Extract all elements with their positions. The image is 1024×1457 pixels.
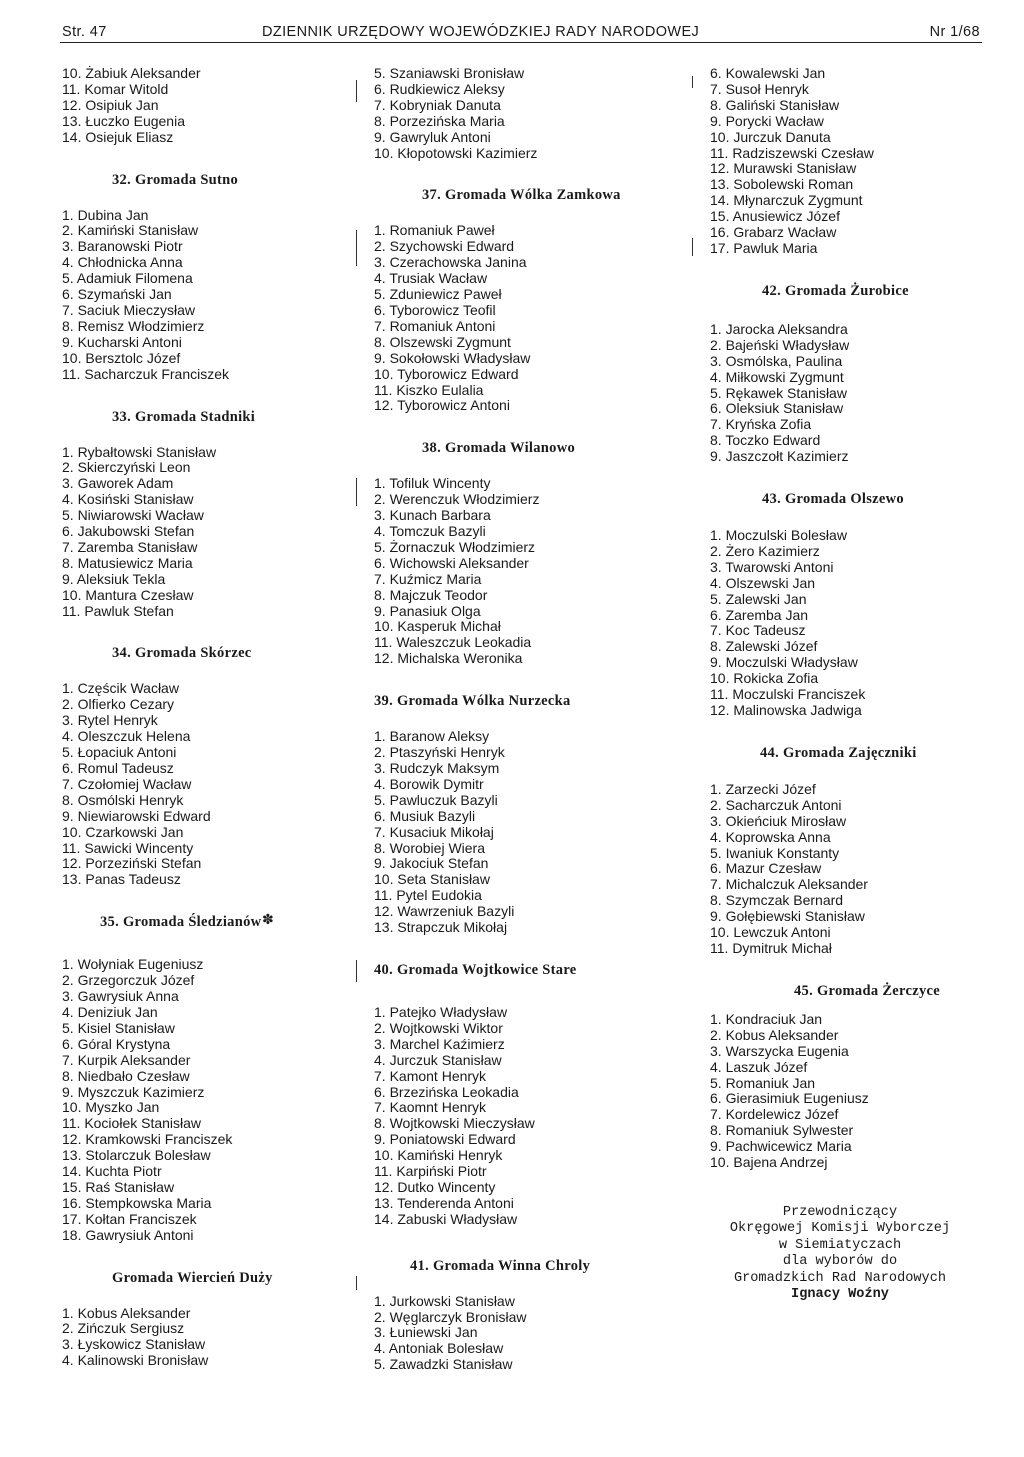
- list-item: 8. Porzezińska Maria: [374, 112, 505, 129]
- section-title: 39. Gromada Wólka Nurzecka: [374, 693, 571, 710]
- list-item: 7. Michalczuk Aleksander: [710, 876, 868, 893]
- list-item: 11. Radziszewski Czesław: [710, 144, 874, 161]
- member-list: [710, 782, 980, 957]
- list-item: 1. Tofiluk Wincenty: [374, 475, 491, 492]
- list-item: 7. Kurpik Aleksander: [62, 1051, 191, 1068]
- list-item: 10. Myszko Jan: [62, 1099, 160, 1116]
- list-item: 10. Bersztolc Józef: [62, 349, 181, 366]
- list-item: 3. Rudczyk Maksym: [374, 760, 500, 776]
- member-list: [374, 476, 664, 667]
- list-item: 4. Laszuk Józef: [710, 1058, 808, 1075]
- section-title: 34. Gromada Skórzec: [112, 645, 252, 662]
- list-item: 1. Jurkowski Stanisław: [374, 1292, 515, 1309]
- list-item: 3. Czerachowska Janina: [374, 254, 527, 271]
- list-item: 1. Częścik Wacław: [62, 680, 179, 697]
- list-item: 5. Szaniawski Bronisław: [374, 65, 525, 81]
- list-item: 12. Dutko Wincenty: [374, 1178, 496, 1195]
- list-item: 11. Kiszko Eulalia: [374, 381, 484, 398]
- column-divider: [356, 80, 357, 102]
- list-item: 6. Jakubowski Stefan: [62, 523, 195, 540]
- list-item: 3. Okieńciuk Mirosław: [710, 812, 847, 829]
- gromada-section: [62, 645, 342, 888]
- list-item: 8. Niedbało Czesław: [62, 1067, 190, 1084]
- list-item: 3. Rytel Henryk: [62, 712, 158, 729]
- list-item: 5. Niwiarowski Wacław: [62, 507, 204, 524]
- signature-block: [710, 1205, 980, 1304]
- section-title: 32. Gromada Sutno: [112, 171, 239, 188]
- list-item: 3. Kunach Barbara: [374, 507, 491, 524]
- gromada-section: [374, 187, 664, 414]
- list-item: 3. Łyskowicz Stanisław: [62, 1336, 206, 1353]
- list-item: 9. Niewiarowski Edward: [62, 807, 211, 824]
- list-item: 13. Łuczko Eugenia: [62, 112, 185, 129]
- section-title: Gromada Wiercień Duży: [112, 1269, 273, 1286]
- list-item: 1. Moczulski Bolesław: [710, 527, 847, 544]
- list-item: 1. Rybałtowski Stanisław: [62, 443, 217, 460]
- column-divider: [356, 1276, 357, 1290]
- gromada-section: [62, 409, 342, 620]
- list-item: 8. Olszewski Zygmunt: [374, 333, 511, 350]
- list-item: 3. Twarowski Antoni: [710, 558, 834, 575]
- list-item: 7. Romaniuk Antoni: [374, 317, 496, 334]
- column-divider: [356, 478, 357, 506]
- list-item: 8. Remisz Włodzimierz: [62, 317, 205, 334]
- list-item: 5. Zalewski Jan: [710, 590, 807, 607]
- section-title: 37. Gromada Wólka Zamkowa: [422, 187, 621, 204]
- list-item: 15. Anusiewicz Józef: [710, 208, 840, 225]
- member-list: [374, 729, 664, 936]
- list-item: 5. Zawadzki Stanisław: [374, 1356, 513, 1373]
- member-list: [710, 1012, 980, 1171]
- section-title: 33. Gromada Stadniki: [112, 408, 256, 425]
- list-item: 14. Zabuski Władysław: [374, 1210, 518, 1227]
- section-title: 38. Gromada Wilanowo: [422, 440, 576, 457]
- list-item: 7. Kaomnt Henryk: [374, 1099, 487, 1116]
- list-item: 13. Tenderenda Antoni: [374, 1194, 514, 1211]
- section-title: 35. Gromada Śledzianów: [100, 914, 262, 931]
- list-item: 5. Kisiel Stanisław: [62, 1019, 175, 1036]
- member-list: [374, 1005, 664, 1228]
- list-item: 9. Kucharski Antoni: [62, 333, 182, 350]
- list-item: 9. Jaszczołt Kazimierz: [710, 448, 849, 465]
- list-item: 11. Moczulski Franciszek: [710, 686, 866, 703]
- list-item: 9. Sokołowski Władysław: [374, 349, 531, 366]
- list-item: 9. Poniatowski Edward: [374, 1131, 516, 1148]
- list-item: 6. Musiuk Bazyli: [374, 807, 476, 824]
- signature-line: Okręgowej Komisji Wyborczej: [729, 1221, 951, 1237]
- list-item: 11. Karpiński Piotr: [374, 1163, 487, 1180]
- list-item: 6. Oleksiuk Stanisław: [710, 400, 844, 417]
- list-item: 13. Stolarczuk Bolesław: [62, 1147, 211, 1164]
- list-item: 2. Grzegorczuk Józef: [62, 972, 195, 989]
- list-item: 5. Iwaniuk Konstanty: [710, 844, 840, 861]
- list-item: 16. Grabarz Wacław: [710, 224, 837, 241]
- list-item: 1. Dubina Jan: [62, 206, 149, 223]
- list-item: 6. Szymański Jan: [62, 286, 172, 303]
- list-item: 14. Młynarczuk Zygmunt: [710, 192, 863, 209]
- member-list: [62, 445, 342, 620]
- column-left: [62, 66, 342, 1369]
- list-item: 3. Baranowski Piotr: [62, 238, 183, 255]
- list-item: 11. Pawluk Stefan: [62, 602, 174, 619]
- list-item: 4. Tomczuk Bazyli: [374, 523, 486, 540]
- member-list: [62, 957, 342, 1243]
- list-item: 16. Stempkowska Maria: [62, 1194, 212, 1211]
- column-middle: [374, 66, 664, 1373]
- list-item: 10. Lewczuk Antoni: [710, 924, 831, 941]
- member-list: [710, 528, 980, 719]
- gromada-section: [374, 962, 664, 1228]
- list-item: 12. Porzeziński Stefan: [62, 855, 202, 872]
- gromada-section: [710, 491, 980, 719]
- page-number: Str. 47: [62, 24, 107, 40]
- section-title: 40. Gromada Wojtkowice Stare: [374, 961, 577, 978]
- list-item: 2. Zińczuk Sergiusz: [62, 1320, 185, 1337]
- list-item: 5. Rękawek Stanisław: [710, 384, 847, 401]
- list-item: 10. Bajena Andrzej: [710, 1154, 828, 1171]
- column-divider: [692, 76, 693, 88]
- signature-line: Przewodniczący: [782, 1204, 898, 1220]
- list-item: 2. Bajeński Władysław: [710, 336, 850, 353]
- list-item: 7. Kordelewicz Józef: [710, 1106, 839, 1123]
- list-item: 2. Kamiński Stanisław: [62, 222, 199, 239]
- list-item: 7. Koc Tadeusz: [710, 622, 806, 639]
- list-item: 14. Osiejuk Eliasz: [62, 128, 174, 145]
- list-item: 10. Żabiuk Aleksander: [62, 65, 201, 81]
- list-item: 14. Kuchta Piotr: [62, 1163, 162, 1180]
- gromada-section: [62, 914, 342, 1243]
- list-item: 1. Romaniuk Paweł: [374, 222, 495, 239]
- column-divider: [692, 238, 693, 256]
- list-item: 4. Kosiński Stanisław: [62, 491, 194, 508]
- list-item: 12. Michalska Weronika: [374, 650, 523, 667]
- list-item: 17. Kołtan Franciszek: [62, 1210, 197, 1227]
- list-item: 2. Kobus Aleksander: [710, 1026, 839, 1043]
- list-item: 3. Marchel Kaźimierz: [374, 1035, 505, 1052]
- list-item: 11. Sawicki Wincenty: [62, 839, 194, 856]
- list-item: 6. Gierasimiuk Eugeniusz: [710, 1090, 869, 1107]
- list-item: 2. Werenczuk Włodzimierz: [374, 491, 540, 508]
- list-item: 3. Warszycka Eugenia: [710, 1042, 849, 1059]
- list-item: 7. Czołomiej Wacław: [62, 775, 192, 792]
- list-item: 18. Gawrysiuk Antoni: [62, 1226, 194, 1243]
- list-item: 9. Gawryluk Antoni: [374, 128, 491, 145]
- journal-title: DZIENNIK URZĘDOWY WOJEWÓDZKIEJ RADY NARODOWEJ: [262, 24, 700, 40]
- list-item: 12. Murawski Stanisław: [710, 160, 857, 177]
- list-item: 13. Strapczuk Mikołaj: [374, 919, 508, 936]
- member-list: [374, 1294, 664, 1374]
- list-item: 12. Tyborowicz Antoni: [374, 397, 510, 414]
- member-list: [62, 208, 342, 383]
- list-item: 9. Aleksiuk Tekla: [62, 570, 166, 587]
- list-item: 8. Szymczak Bernard: [710, 892, 844, 909]
- list-item: 4. Oleszczuk Helena: [62, 728, 191, 745]
- list-item: 15. Raś Stanisław: [62, 1178, 175, 1195]
- list-item: 10. Kłopotowski Kazimierz: [374, 144, 538, 161]
- list-item: 8. Toczko Edward: [710, 432, 821, 449]
- list-item: 7. Saciuk Mieczysław: [62, 301, 196, 318]
- list-item: 4. Borowik Dymitr: [374, 775, 484, 792]
- section-title: 42. Gromada Żurobice: [762, 282, 909, 299]
- list-item: 9. Jakociuk Stefan: [374, 855, 489, 872]
- list-item: 1. Baranow Aleksy: [374, 728, 490, 745]
- list-item: 9. Moczulski Władysław: [710, 654, 858, 671]
- list-item: 11. Pytel Eudokia: [374, 887, 482, 904]
- list-item: 4. Olszewski Jan: [710, 574, 816, 591]
- gromada-section: [374, 693, 664, 936]
- list-item: 10. Kamiński Henryk: [374, 1147, 503, 1164]
- list-item: 6. Wichowski Aleksander: [374, 554, 529, 571]
- list-item: 12. Wawrzeniuk Bazyli: [374, 903, 515, 920]
- list-item: 6. Zaremba Jan: [710, 606, 809, 623]
- list-item: 2. Węglarczyk Bronisław: [374, 1308, 527, 1325]
- list-item: 11. Kociołek Stanisław: [62, 1115, 202, 1132]
- list-item: 3. Gawrysiuk Anna: [62, 988, 179, 1005]
- list-item: 7. Kuźmicz Maria: [374, 570, 482, 587]
- list-item: 9. Pachwicewicz Maria: [710, 1138, 852, 1155]
- list-item: 2. Sacharczuk Antoni: [710, 796, 842, 813]
- list-item: 5. Romaniuk Jan: [710, 1074, 816, 1091]
- list-item: 5. Żornaczuk Włodzimierz: [374, 538, 536, 555]
- signatory-name: Ignacy Woźny: [791, 1287, 889, 1303]
- list-item: 2. Szychowski Edward: [374, 238, 515, 255]
- list-item: 6. Rudkiewicz Aleksy: [374, 80, 505, 97]
- signature-line: dla wyborów do: [782, 1254, 898, 1270]
- list-item: 5. Adamiuk Filomena: [62, 270, 193, 287]
- list-item: 9. Porycki Wacław: [710, 112, 824, 129]
- list-item: 6. Mazur Czesław: [710, 860, 822, 877]
- list-item: 4. Deniziuk Jan: [62, 1003, 158, 1020]
- list-item: 2. Olfierko Cezary: [62, 696, 175, 713]
- list-item: 6. Kowalewski Jan: [710, 65, 826, 81]
- member-list: [62, 1306, 342, 1370]
- list-item: 7. Kobryniak Danuta: [374, 96, 501, 113]
- list-item: 8. Worobiej Wiera: [374, 839, 486, 856]
- list-item: 4. Antoniak Bolesław: [374, 1340, 504, 1357]
- list-item: 4. Trusiak Wacław: [374, 270, 488, 287]
- section-title: 44. Gromada Zajęczniki: [760, 744, 917, 761]
- list-item: 4. Chłodnicka Anna: [62, 254, 183, 271]
- list-item: 8. Matusiewicz Maria: [62, 554, 193, 571]
- gromada-section: [710, 745, 980, 957]
- list-item: 10. Mantura Czesław: [62, 586, 194, 603]
- header-rule: [60, 42, 982, 43]
- member-list: [374, 223, 664, 414]
- list-item: 8. Wojtkowski Mieczysław: [374, 1115, 535, 1132]
- list-item: 9. Panasiuk Olga: [374, 602, 481, 619]
- list-item: 13. Sobolewski Roman: [710, 176, 854, 193]
- list-item: 7. Zaremba Stanisław: [62, 538, 198, 555]
- list-item: 6. Tyborowicz Teofil: [374, 301, 496, 318]
- list-item: 8. Galiński Stanisław: [710, 96, 840, 113]
- column-right: [710, 66, 980, 1304]
- section-title: 41. Gromada Winna Chroly: [410, 1257, 591, 1274]
- list-item: 8. Majczuk Teodor: [374, 586, 488, 603]
- continued-list: [62, 66, 342, 146]
- list-item: 2. Żero Kazimierz: [710, 542, 820, 559]
- list-item: 6. Brzezińska Leokadia: [374, 1083, 519, 1100]
- list-item: 2. Ptaszyński Henryk: [374, 744, 505, 761]
- list-item: 9. Gołębiewski Stanisław: [710, 908, 865, 925]
- column-divider: [356, 960, 357, 982]
- list-item: 11. Komar Witold: [62, 80, 169, 97]
- list-item: 4. Miłkowski Zygmunt: [710, 368, 844, 385]
- list-item: 12. Osipiuk Jan: [62, 96, 159, 113]
- list-item: 11. Waleszczuk Leokadia: [374, 634, 532, 651]
- list-item: 7. Kusaciuk Mikołaj: [374, 823, 494, 840]
- list-item: 5. Pawluczuk Bazyli: [374, 791, 498, 808]
- list-item: 1. Jarocka Aleksandra: [710, 320, 848, 337]
- list-item: 5. Zduniewicz Paweł: [374, 286, 502, 303]
- section-title: 45. Gromada Żerczyce: [794, 982, 940, 999]
- section-title: 43. Gromada Olszewo: [762, 491, 904, 508]
- list-item: 10. Kasperuk Michał: [374, 618, 501, 635]
- list-item: 8. Romaniuk Sylwester: [710, 1122, 854, 1139]
- list-item: 2. Wojtkowski Wiktor: [374, 1019, 503, 1036]
- list-item: 6. Romul Tadeusz: [62, 760, 174, 776]
- list-item: 10. Seta Stanisław: [374, 871, 490, 888]
- list-item: 10. Czarkowski Jan: [62, 823, 184, 840]
- list-item: 8. Zalewski Józef: [710, 638, 818, 655]
- list-item: 4. Koprowska Anna: [710, 828, 831, 845]
- list-item: 10. Tyborowicz Edward: [374, 365, 519, 382]
- list-item: 12. Malinowska Jadwiga: [710, 702, 862, 718]
- member-list: [62, 681, 342, 888]
- list-item: 1. Kobus Aleksander: [62, 1304, 191, 1321]
- list-item: 4. Kalinowski Bronisław: [62, 1352, 209, 1369]
- list-item: 10. Jurczuk Danuta: [710, 128, 831, 145]
- signature-line: w Siemiatyczach: [778, 1237, 902, 1253]
- gromada-section: [710, 983, 980, 1171]
- list-item: 1. Kondraciuk Jan: [710, 1010, 823, 1027]
- list-item: 1. Patejko Władysław: [374, 1003, 508, 1020]
- list-item: 3. Osmólska, Paulina: [710, 352, 843, 369]
- gromada-section: [374, 440, 664, 667]
- list-item: 11. Dymitruk Michał: [710, 939, 832, 956]
- list-item: 5. Łopaciuk Antoni: [62, 744, 177, 761]
- member-list: [710, 322, 980, 465]
- continued-list: [710, 66, 980, 257]
- list-item: 12. Kramkowski Franciszek: [62, 1131, 233, 1148]
- ink-blot-icon: ✽: [262, 912, 274, 928]
- list-item: 6. Góral Krystyna: [62, 1035, 171, 1052]
- list-item: 7. Kamont Henryk: [374, 1067, 487, 1084]
- column-divider: [356, 230, 357, 266]
- list-item: 1. Zarzecki Józef: [710, 780, 816, 797]
- list-item: 9. Myszczuk Kazimierz: [62, 1083, 205, 1100]
- list-item: 1. Wołyniak Eugeniusz: [62, 956, 204, 973]
- list-item: 3. Gaworek Adam: [62, 475, 174, 492]
- gromada-section: [374, 1258, 664, 1374]
- list-item: 17. Pawluk Maria: [710, 239, 818, 256]
- list-item: 11. Sacharczuk Franciszek: [62, 365, 230, 382]
- list-item: 4. Jurczuk Stanisław: [374, 1051, 502, 1068]
- list-item: 2. Skierczyński Leon: [62, 459, 191, 476]
- list-item: 8. Osmólski Henryk: [62, 791, 184, 808]
- list-item: 3. Łuniewski Jan: [374, 1324, 478, 1341]
- list-item: 7. Susoł Henryk: [710, 80, 809, 97]
- list-item: 10. Rokicka Zofia: [710, 670, 819, 687]
- list-item: 7. Kryńska Zofia: [710, 416, 812, 433]
- gromada-section: [62, 1270, 342, 1370]
- gromada-section: [710, 283, 980, 465]
- list-item: 13. Panas Tadeusz: [62, 871, 181, 888]
- issue-number: Nr 1/68: [929, 24, 980, 40]
- signature-line: Gromadzkich Rad Narodowych: [733, 1270, 947, 1286]
- gromada-section: [62, 172, 342, 383]
- continued-list: [374, 66, 664, 161]
